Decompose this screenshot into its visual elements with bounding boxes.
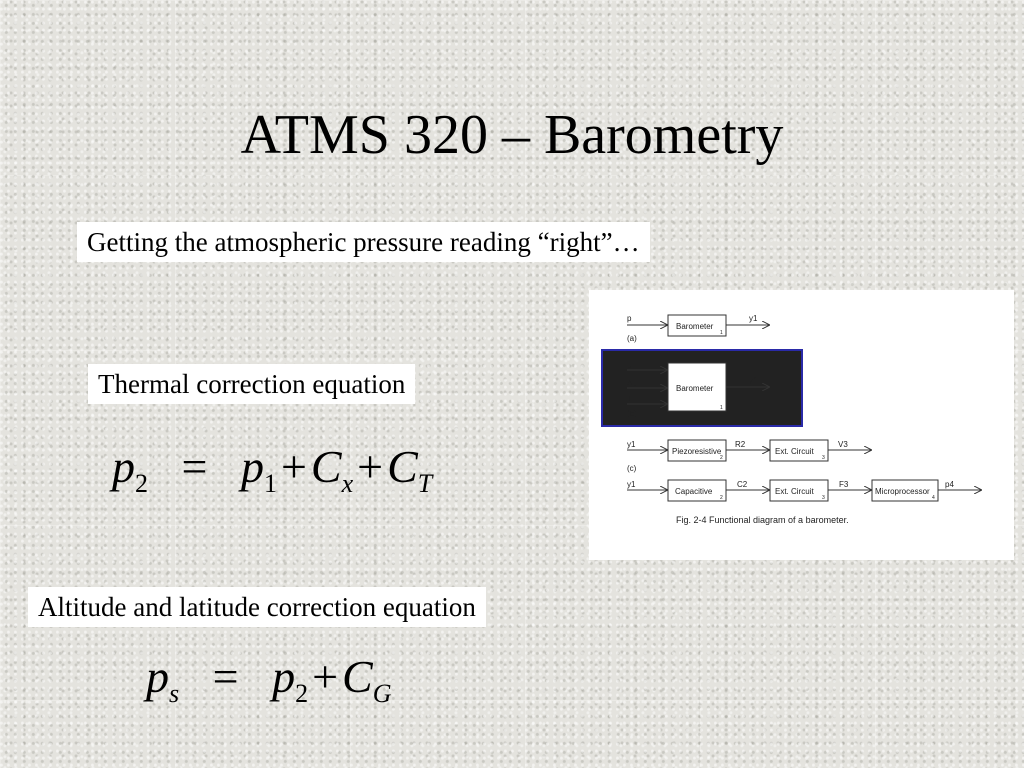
d-block2-label: Ext. Circuit	[775, 487, 814, 496]
c-block1-num: 2	[720, 455, 723, 461]
barometer-functional-diagram	[589, 290, 1014, 560]
d-block3-num: 4	[932, 495, 935, 501]
thermal-correction-label: Thermal correction equation	[88, 364, 415, 404]
eq1-plus2: +	[357, 441, 384, 492]
c-block2-label: Ext. Circuit	[775, 447, 814, 456]
eq2-plus1: +	[312, 651, 339, 702]
eq2-lhs: $p_s$	[146, 651, 180, 708]
eq1-term3: $C_T$	[387, 441, 433, 498]
b-input-dp-label: Δp	[627, 379, 637, 388]
d-block1-label: Capacitive	[675, 487, 713, 496]
a-block-label: Barometer	[676, 322, 714, 331]
a-tag: (a)	[627, 334, 637, 343]
eq1-plus1: +	[280, 441, 307, 492]
d-signal1-label: C2	[737, 480, 748, 489]
d-block2-num: 3	[822, 495, 825, 501]
c-input-label: y1	[627, 440, 636, 449]
b-block-label: Barometer	[676, 384, 714, 393]
eq1-lhs: $p_2$	[112, 441, 148, 498]
b-tag: (b)	[627, 409, 637, 418]
thermal-correction-equation	[112, 440, 433, 498]
eq2-term2: $C_G$	[342, 651, 392, 708]
a-output-label: y1	[749, 314, 758, 323]
d-output-label: p4	[945, 480, 954, 489]
d-signal2-label: F3	[839, 480, 849, 489]
subtitle-box: Getting the atmospheric pressure reading “right”…	[77, 222, 650, 262]
altitude-correction-equation	[146, 650, 392, 708]
eq1-term1: $p_1$	[240, 441, 277, 498]
eq2-equals: =	[212, 651, 239, 702]
c-block1-label: Piezoresistive	[672, 447, 722, 456]
b-output-label: y1	[749, 376, 758, 385]
c-signal1-label: R2	[735, 440, 746, 449]
a-block-num: 1	[720, 330, 723, 336]
altitude-correction-label: Altitude and latitude correction equation	[28, 587, 486, 627]
a-input-label: p	[627, 314, 632, 323]
eq1-equals: =	[181, 441, 208, 492]
slide-title: ATMS 320 – Barometry	[240, 104, 784, 166]
d-input-label: y1	[627, 480, 636, 489]
c-tag: (c)	[627, 464, 637, 473]
d-block1-num: 2	[720, 495, 723, 501]
eq2-term1: $p_2$	[272, 651, 309, 708]
figure-caption: Fig. 2-4 Functional diagram of a barometer.	[676, 515, 849, 525]
eq1-term2: $C_x$	[310, 441, 354, 498]
b-block-num: 1	[720, 405, 723, 411]
b-input-t-label: T	[627, 394, 632, 403]
b-input-p-label: p	[627, 361, 632, 370]
c-block2-num: 3	[822, 455, 825, 461]
c-output-label: V3	[838, 440, 848, 449]
d-block3-label: Microprocessor	[875, 487, 930, 496]
